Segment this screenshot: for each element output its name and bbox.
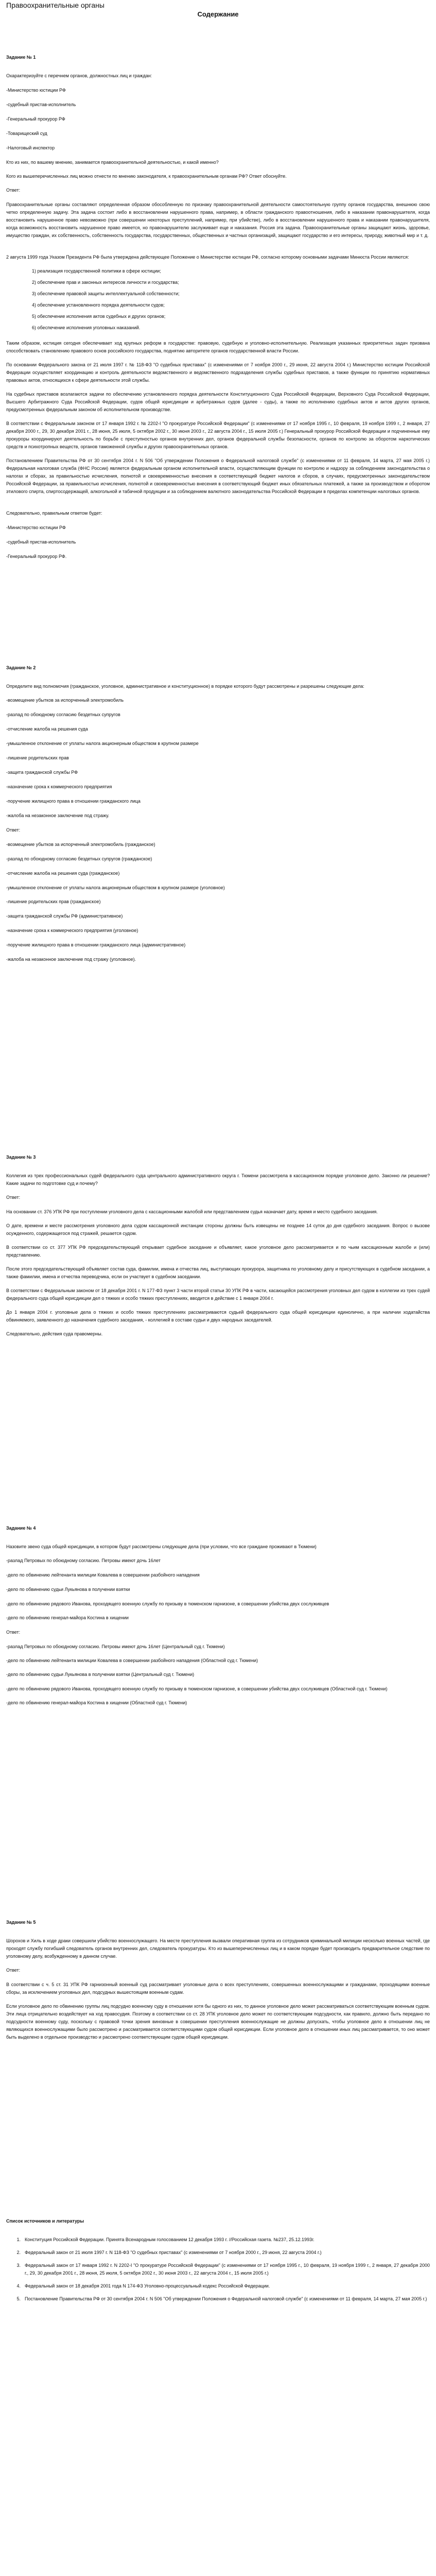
document-title: Правоохранительные органы <box>6 1 104 9</box>
task-line: -жалоба на незаконное заключение под стражу (уголовное). <box>6 957 136 962</box>
task-line: -возмещение убытков за испорченный электромобиль (гражданское) <box>6 842 155 847</box>
task-line: -возмещение убытков за испорченный электромобиль <box>6 698 124 703</box>
reference-text: Федеральный закон от 18 декабря 2001 года N 174-ФЗ Уголовно-процессуальный кодекс Российской Федерации. <box>25 2283 270 2289</box>
task-line: -отчисление жалоба на решения суда (гражданское) <box>6 871 120 876</box>
task-line: -разлад по обоюдному согласию бездетных супругов <box>6 712 120 717</box>
task-paragraph: Правоохранительные органы составляют определенная образом обособленную по признаку правоохранительной деятельности самостоятельную группу органов государства, внешнюю свою четко определенную задачу. Эта задача состоит либо в восстановлении нарушенного права, например, в области гражданского правоотношения, либо в наказании правонарушителя, когда восстановить нарушенное право невозможно (при совершении некоторых преступлений, например, при убийстве), либо в восстановлении нарушенного права и наказании правонарушителя, когда возможность восстановить нарушенное право имеется, но правонарушителю заслуживает еще и наказания. Россия эта задача. Правоохранительные органы защищают жизнь, здоровье, имущество граждан, их собственность, собственность государства, государственных, общественных и частных организаций, защищают государство и его интересы, природу, животный мир и т. д. <box>6 202 430 238</box>
task-paragraph: После этого председательствующий объявляет состав суда, фамилии, имена и отчества лиц, выступающих прокурора, защитника по уголовному делу и присутствующих в судебном заседании, а также фамилии, имена и отчества переводчика, если он участвует в судебном заседании. <box>6 1266 430 1279</box>
task-line: Ответ: <box>6 1968 21 1973</box>
task-line: -отчисление жалоба на решения суда <box>6 726 88 732</box>
task-paragraph: Назовите звено суда общей юрисдикции, в котором будут рассмотрены следующие дела (при условии, что все граждане проживают в Тюмени) <box>6 1544 317 1549</box>
task-line: -поручение жилищного права в отношении гражданского лица <box>6 799 141 804</box>
task-line: -дело по обвинению генерал-майора Костина в хищении (Областной суд г. Тюмени) <box>6 1700 187 1705</box>
task-paragraph: Шорохов и Хиль в ходе драки совершили убийство военнослужащего. На месте преступления вызвали оперативная группа из сотрудников криминальной милиции несколько военных частей, где проходят службу погибший следователь органов внутренних дел, следователь прокуратуры. Кто из вышеперечисленных лиц и в каком порядке будет производить предварительное следствие по уголовному делу, возбужденному в данном случае. <box>6 1938 430 1959</box>
reference-number: 4. <box>16 2283 21 2289</box>
task-paragraph: По основании Федерального закона от 21 июля 1997 г. № 118-ФЗ "О судебных приставах" (с изменениями от 7 ноября 2000 г., 29 июня, 22 августа 2004 г.) Министерство юстиции Российской Федерации осуществляет координацию и контроль деятельности ведомственного и ведомственного подразделения службы судебных приставов, а также функции по принятию нормативных правовых актов, относящихся к сфере деятельности этой службы. <box>6 362 430 383</box>
task-paragraph: О дате, времени и месте рассмотрения уголовного дела судом кассационной инстанции стороны должны быть извещены не позднее 14 суток до дня судебного заседания. Вопрос о вызове осужденного, содержащегося под стражей, решается судом. <box>6 1223 430 1236</box>
enumerated-item: 4) обеспечение установленного порядка деятельности судов; <box>32 302 165 308</box>
task-line: Ответ: <box>6 1630 21 1635</box>
task-line: -поручение жилищного права в отношении гражданского лица (административное) <box>6 942 186 947</box>
task-line: -защита гражданской службы РФ (административное) <box>6 913 123 919</box>
task-heading: Задание № 2 <box>6 665 36 670</box>
task-line: -дело по обвинению судьи Лукьянова в получении взятки <box>6 1587 130 1592</box>
task-paragraph: На основании ст. 376 УПК РФ при поступлении уголовного дела с кассационными жалобой или представлением судья назначает дату, время и место судебного заседания. <box>6 1209 378 1214</box>
task-paragraph: В соответствии с Федеральным законом от 17 января 1992 г. № 2202-I "О прокуратуре Российской Федерации" (с изменениями от 17 ноября 1995 г., 10 февраля, 19 ноября 1999 г., 2 января, 27 декабря 2000 г., 29, 30 декабря 2001 г., 28 июня, 25 июля, 5 октября 2002 г., 30 июня 2003 г., 22 августа 2004 г., 15 июля 2005 г.) Генеральный прокурор Российской Федерации и подчиненные ему прокуроры координируют деятельность по борьбе с преступностью органов внутренних дел, органов федеральной службы безопасности, органов по контролю за оборотом наркотических средств и психотропных веществ, органов таможенной службы и других правоохранительных органов. <box>6 421 430 449</box>
reference-text: Постановление Правительства РФ от 30 сентября 2004 г. N 506 "Об утверждении Положения о Федеральной налоговой службе" (с изменениями от 11 февраля, 14 марта, 27 мая 2005 г.) <box>25 2296 427 2301</box>
task-line: -Генеральный прокурор РФ. <box>6 554 67 559</box>
enumerated-item: 2) обеспечение прав и законных интересов личности и государства; <box>32 280 179 285</box>
task-paragraph: На судебных приставов возлагаются задачи по обеспечению установленного порядка деятельности Конституционного Суда Российской Федерации, Верховного Суда Российской Федерации, Высшего Арбитражного Суда Российской Федерации, судов общей юрисдикции и арбитражных судов (далее - суды), а также по исполнению судебных актов и актов других органов, предусмотренных федеральным законом об исполнительном производстве. <box>6 392 430 412</box>
task-line: -судебный пристав-исполнитель <box>6 539 76 545</box>
reference-number: 5. <box>16 2296 21 2301</box>
task-line: -дело по обвинению судьи Лукьянова в получении взятки (Центральный суд г. Тюмени) <box>6 1672 195 1677</box>
task-line: -дело по обвинению лейтенанта милиции Ковалева в совершении разбойного нападения <box>6 1572 200 1578</box>
task-paragraph: В соответствии со ст. 377 УПК РФ председательствующий открывает судебное заседание и объявляет, какое уголовное дело рассматривается и по чьим кассационным жалобе и (или) представлению. <box>6 1245 430 1258</box>
reference-number: 3. <box>16 2263 21 2268</box>
task-paragraph: Если уголовное дело по обвинению группы лиц подсудно военному суду в отношении хотя бы одного из них, то данное уголовное дело может рассматриваться соответствующим военным судом. Эти лица отрицательно воздействует на ход правосудия. Поэтому в соответствии со ст. 28 УПК уголовное дело может по соответствующим подсудности, как правило, должно быть передано по подсудности военному суду, поскольку с правовой точки зрения виновные в совершении преступления военнослужащие не должны допускать, чтобы уголовное дело в отношении лиц не являющихся военнослужащими было рассмотрено и рассматривается соответствующими судом общей юрисдикции. Если уголовное дело в отношении иных лиц рассматривается, то оно может быть выделено в отдельное производство и рассмотрено соответствующим судом общей юрисдикции. <box>6 2004 430 2040</box>
task-paragraph: Определите вид полномочия (гражданское, уголовное, административное и конституционное) в порядке которого будут рассмотрены и разрешены следующие дела: <box>6 684 364 689</box>
task-paragraph: -дело по обвинению лейтенанта милиции Ковалева в совершении разбойного нападения (Областной суд г. Тюмени) <box>6 1658 258 1663</box>
task-paragraph: В соответствии с ч. 5 ст. 31 УПК РФ гарнизонный военный суд рассматривает уголовные дела о всех преступлениях, совершенных военнослужащими и гражданами, проходящими военные сборы, за исключением уголовных дел, подсудных вышестоящим военным судам. <box>6 1982 430 1995</box>
task-paragraph: -дело по обвинению рядового Иванова, проходящего военную службу по призыву в тюменском гарнизоне, в совершении убийства двух сослуживцев (Областной суд г. Тюмени) <box>6 1686 388 1691</box>
task-paragraph: Коллегия из трех профессиональных судей федерального суда центрального административного округа г. Тюмени рассмотрела в кассационном порядке уголовное дело. Законно ли решение? Какие задачи по подготовке суд и почему? <box>6 1173 430 1186</box>
task-paragraph: Таким образом, юстиция сегодня обеспечивает ход крупных реформ в государстве: правовую, судебную и уголовно-исполнительную. Реализация указанных приоритетных задач призвана способствовать становлению правового основ российского государства, поднятию авторитете органов государственной власти России. <box>6 341 430 353</box>
reference-item <box>6 2282 430 2290</box>
task-line: -Налоговый инспектор <box>6 145 55 150</box>
task-paragraph: -дело по обвинению рядового Иванова, проходящего военную службу по призыву в тюменском гарнизоне, в совершении убийства двух сослуживцев <box>6 1601 329 1606</box>
task-paragraph: 2 августа 1999 года Указом Президента РФ была утверждена действующее Положение о Министерстве юстиции РФ, согласно которому основными задачами Минюста России являются: <box>6 255 409 260</box>
task-line: -Министерство юстиции РФ <box>6 525 66 530</box>
reference-item <box>6 2249 430 2257</box>
task-line: -дело по обвинению генерал-майора Костина в хищении <box>6 1615 129 1620</box>
task-line: Ответ: <box>6 827 21 833</box>
task-line: -разлад по обоюдному согласию бездетных супругов (гражданское) <box>6 856 152 861</box>
task-line: -Товарищеский суд <box>6 131 47 136</box>
task-paragraph: До 1 января 2004 г. уголовные дела о тяжких и особо тяжких преступлениях рассматриваются судьей федерального суда общей юрисдикции единолично, а при наличии ходатайства обвиняемого, заявленного до назначения судебного заседания, - коллегией в составе судьи и двух народных заседателей. <box>6 1310 430 1323</box>
reference-item <box>6 2236 430 2244</box>
task-paragraph: -разлад Петровых по обоюдному согласию. Петровы имеют дочь 16лет (Центральный суд г. Тюмени) <box>6 1644 225 1649</box>
reference-item <box>6 2295 430 2303</box>
document-subtitle: Содержание <box>197 10 239 18</box>
task-heading: Задание № 3 <box>6 1155 36 1160</box>
task-heading: Задание № 4 <box>6 1526 36 1531</box>
reference-item <box>6 2262 430 2277</box>
reference-text: Федеральный закон от 21 июля 1997 г. N 118-ФЗ "О судебных приставах" (с изменениями от 7 ноября 2000 г., 29 июня, 22 августа 2004 г.) <box>25 2250 322 2255</box>
reference-number: 2. <box>16 2250 21 2255</box>
enumerated-item: 6) обеспечение исполнения уголовных наказаний. <box>32 325 141 330</box>
task-heading: Задание № 1 <box>6 55 36 60</box>
task-line: -судебный пристав-исполнитель <box>6 102 76 107</box>
task-line: -назначение срока к коммерческого предприятия <box>6 784 112 789</box>
task-paragraph: -умышленное отклонение от уплаты налога акционерным обществом в крупном размере (уголовное) <box>6 885 225 890</box>
enumerated-item: 5) обеспечение исполнения актов судебных и других органов; <box>32 314 166 319</box>
reference-text: Федеральный закон от 17 января 1992 г. N 2202-I "О прокуратуре Российской Федерации" (с изменениями от 17 ноября 1995 г., 10 февраля, 19 ноября 1999 г., 2 января, 27 декабря 2000 г., 29, 30 декабря 2001 г., 28 июня, 25 июля, 5 октября 2002 г., 30 июня 2003 г., 22 августа 2004 г., 15 июля 2005 г.) <box>25 2263 430 2276</box>
task-line: -умышленное отклонение от уплаты налога акционерным обществом в крупном размере <box>6 741 199 746</box>
task-line: -Генеральный прокурор РФ <box>6 116 65 122</box>
task-line: Ответ: <box>6 1195 21 1200</box>
task-line: Следовательно, правильным ответом будет: <box>6 511 102 516</box>
task-line: Охарактеризуйте с перечнем органов, должностных лиц и граждан: <box>6 73 152 78</box>
task-line: -лишение родительских прав <box>6 755 69 760</box>
task-line: -разлад Петровых по обоюдному согласию. Петровы имеют дочь 16лет <box>6 1558 161 1563</box>
document-header <box>0 1 436 19</box>
task-line: Ответ: <box>6 188 21 193</box>
document-content <box>0 23 436 2576</box>
task-line: -назначение срока к коммерческого предприятия (уголовное) <box>6 928 138 933</box>
task-line: Следовательно, действия суда правомерны. <box>6 1331 103 1336</box>
reference-number: 1. <box>16 2237 21 2242</box>
reference-text: Конституция Российской Федерации. Принята Всенародным голосованием 12 декабря 1993 г. //Российская газета. №237, 25.12.1993г. <box>25 2237 315 2242</box>
task-paragraph: Постановлением Правительства РФ от 30 сентября 2004 г. N 506 "Об утверждении Положения о Федеральной налоговой службе" (с изменениями от 11 февраля, 14 марта, 27 мая 2005 г.) Федеральная налоговая служба (ФНС России) является федеральным органом исполнительной власти, осуществляющим функции по контролю и надзору за соблюдением законодательства о налогах и сборах, за правильностью исчисления, полнотой и своевременностью внесения в соответствующий бюджет налогов и сборов, в случаях, предусмотренных законодательством Российской Федерации, за правильностью исчисления, полнотой и своевременностью внесения в соответствующий бюджет иных обязательных платежей, а также за производством и оборотом этилового спирта, спиртосодержащей, алкогольной и табачной продукции и за соблюдением валютного законодательства Российской Федерации в пределах компетенции налоговых органов. <box>6 458 430 494</box>
task-paragraph: Кого из вышеперечисленных лиц можно отнести по мнению законодателя, к правоохранительным органам РФ? Ответ обоснуйте. <box>6 174 287 179</box>
enumerated-item: 3) обеспечение правовой защиты интеллектуальной собственности; <box>32 291 180 296</box>
enumerated-item: 1) реализация государственной политики в сфере юстиции; <box>32 268 161 274</box>
task-line: -защита гражданской службы РФ <box>6 770 78 775</box>
task-line: -Министерство юстиции РФ <box>6 88 66 93</box>
task-heading: Задание № 5 <box>6 1920 36 1925</box>
task-line: -лишение родительских прав (гражданское) <box>6 899 101 904</box>
references-heading: Список источников и литературы <box>6 2218 84 2224</box>
task-paragraph: Кто из них, по вашему мнению, занимается правоохранительной деятельностью, и какой именно? <box>6 160 219 165</box>
task-line: -жалоба на незаконное заключение под стражу. <box>6 813 110 818</box>
task-paragraph: В соответствии с Федеральным законом от 18 декабря 2001 г. N 177-ФЗ пункт 3 части второй статьи 30 УПК РФ в части, касающейся рассмотрения уголовных дел судом в коллегии из трех судей федерального суда общей юрисдикции дел о тяжких и особо тяжких преступлениях, вводится в действие с 1 января 2004 г. <box>6 1288 430 1301</box>
